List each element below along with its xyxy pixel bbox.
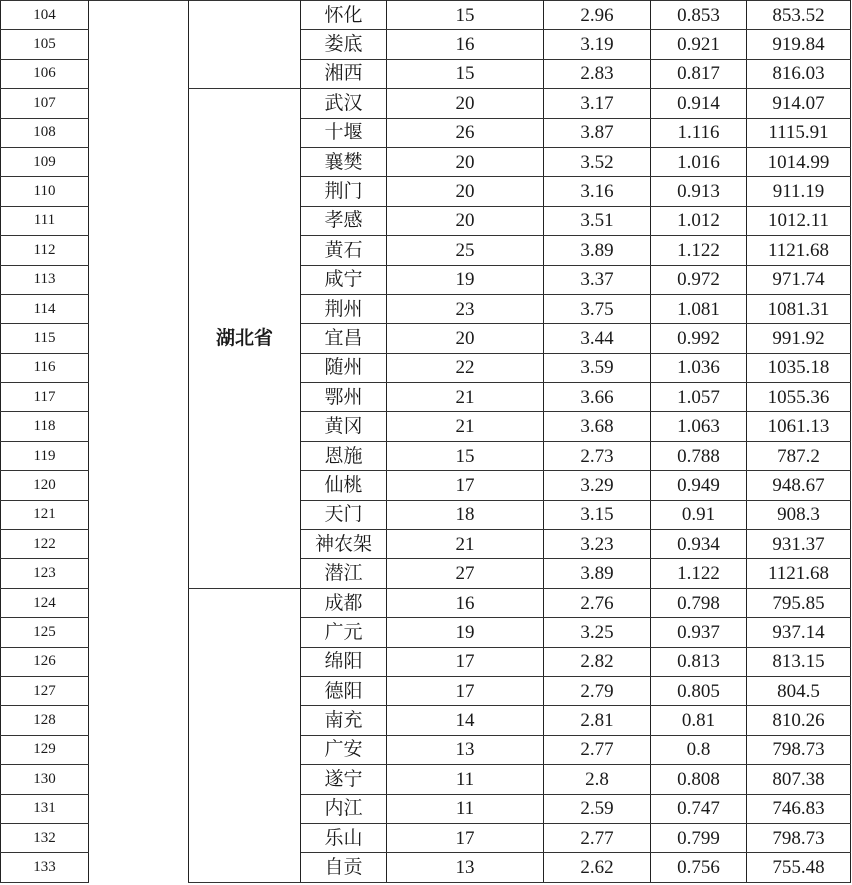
- value3-cell: 0.91: [651, 500, 747, 529]
- value4-cell: 937.14: [747, 618, 851, 647]
- row-index-cell: 121: [1, 500, 89, 529]
- value3-cell: 0.921: [651, 30, 747, 59]
- table-row: [1, 89, 851, 118]
- value3-cell: 0.972: [651, 265, 747, 294]
- table-row: [1, 706, 851, 735]
- spacer-cell: [89, 765, 189, 794]
- city-cell: 南充: [301, 706, 387, 735]
- value4-cell: 804.5: [747, 676, 851, 705]
- value3-cell: 0.853: [651, 1, 747, 30]
- value1-cell: 21: [387, 412, 544, 441]
- table-row: [1, 765, 851, 794]
- value2-cell: 3.51: [544, 206, 651, 235]
- value3-cell: 0.81: [651, 706, 747, 735]
- value4-cell: 1061.13: [747, 412, 851, 441]
- value3-cell: 0.8: [651, 735, 747, 764]
- city-cell: 德阳: [301, 676, 387, 705]
- value4-cell: 911.19: [747, 177, 851, 206]
- row-index-cell: 126: [1, 647, 89, 676]
- value1-cell: 26: [387, 118, 544, 147]
- value4-cell: 1012.11: [747, 206, 851, 235]
- row-index-cell: 123: [1, 559, 89, 588]
- value3-cell: 0.817: [651, 59, 747, 88]
- spacer-cell: [89, 353, 189, 382]
- value3-cell: 0.913: [651, 177, 747, 206]
- row-index-cell: 119: [1, 441, 89, 470]
- value3-cell: 0.813: [651, 647, 747, 676]
- value2-cell: 3.23: [544, 530, 651, 559]
- value3-cell: 1.081: [651, 294, 747, 323]
- city-cell: 神农架: [301, 530, 387, 559]
- value2-cell: 3.52: [544, 147, 651, 176]
- table-row: [1, 412, 851, 441]
- row-index-cell: 115: [1, 324, 89, 353]
- value3-cell: 1.063: [651, 412, 747, 441]
- row-index-cell: 125: [1, 618, 89, 647]
- value1-cell: 20: [387, 206, 544, 235]
- table-row: [1, 735, 851, 764]
- row-index-cell: 120: [1, 471, 89, 500]
- table-row: [1, 324, 851, 353]
- value1-cell: 19: [387, 265, 544, 294]
- city-cell: 自贡: [301, 853, 387, 882]
- city-cell: 宜昌: [301, 324, 387, 353]
- row-index-cell: 127: [1, 676, 89, 705]
- value4-cell: 1115.91: [747, 118, 851, 147]
- value2-cell: 2.82: [544, 647, 651, 676]
- city-cell: 鄂州: [301, 383, 387, 412]
- value1-cell: 27: [387, 559, 544, 588]
- value4-cell: 1121.68: [747, 559, 851, 588]
- table-row: [1, 265, 851, 294]
- value3-cell: 0.937: [651, 618, 747, 647]
- city-cell: 武汉: [301, 89, 387, 118]
- value4-cell: 908.3: [747, 500, 851, 529]
- value2-cell: 2.73: [544, 441, 651, 470]
- value3-cell: 0.914: [651, 89, 747, 118]
- value4-cell: 1121.68: [747, 236, 851, 265]
- spacer-cell: [89, 412, 189, 441]
- row-index-cell: 106: [1, 59, 89, 88]
- row-index-cell: 117: [1, 383, 89, 412]
- row-index-cell: 109: [1, 147, 89, 176]
- value2-cell: 2.76: [544, 588, 651, 617]
- value4-cell: 1035.18: [747, 353, 851, 382]
- value4-cell: 991.92: [747, 324, 851, 353]
- spacer-cell: [89, 735, 189, 764]
- value2-cell: 3.87: [544, 118, 651, 147]
- value1-cell: 20: [387, 324, 544, 353]
- value4-cell: 914.07: [747, 89, 851, 118]
- value3-cell: 0.808: [651, 765, 747, 794]
- value1-cell: 14: [387, 706, 544, 735]
- spacer-cell: [89, 794, 189, 823]
- value1-cell: 15: [387, 1, 544, 30]
- value4-cell: 948.67: [747, 471, 851, 500]
- value2-cell: 3.17: [544, 89, 651, 118]
- value1-cell: 20: [387, 177, 544, 206]
- value4-cell: 853.52: [747, 1, 851, 30]
- city-cell: 天门: [301, 500, 387, 529]
- value4-cell: 746.83: [747, 794, 851, 823]
- table-row: [1, 353, 851, 382]
- value1-cell: 17: [387, 676, 544, 705]
- value4-cell: 787.2: [747, 441, 851, 470]
- spacer-cell: [89, 118, 189, 147]
- value1-cell: 11: [387, 765, 544, 794]
- value1-cell: 15: [387, 441, 544, 470]
- city-cell: 荆门: [301, 177, 387, 206]
- value2-cell: 2.96: [544, 1, 651, 30]
- table-row: [1, 647, 851, 676]
- spacer-cell: [89, 324, 189, 353]
- value3-cell: 1.012: [651, 206, 747, 235]
- value3-cell: 0.934: [651, 530, 747, 559]
- table-row: [1, 177, 851, 206]
- value1-cell: 18: [387, 500, 544, 529]
- value2-cell: 3.75: [544, 294, 651, 323]
- row-index-cell: 116: [1, 353, 89, 382]
- province-cell: 湖北省: [189, 89, 301, 589]
- value2-cell: 3.89: [544, 559, 651, 588]
- value2-cell: 3.19: [544, 30, 651, 59]
- row-index-cell: 131: [1, 794, 89, 823]
- value2-cell: 3.29: [544, 471, 651, 500]
- spacer-cell: [89, 89, 189, 118]
- value2-cell: 3.59: [544, 353, 651, 382]
- spacer-cell: [89, 471, 189, 500]
- city-cell: 湘西: [301, 59, 387, 88]
- value4-cell: 1081.31: [747, 294, 851, 323]
- value3-cell: 0.756: [651, 853, 747, 882]
- value1-cell: 20: [387, 147, 544, 176]
- value2-cell: 3.66: [544, 383, 651, 412]
- value3-cell: 0.788: [651, 441, 747, 470]
- spacer-cell: [89, 647, 189, 676]
- city-cell: 襄樊: [301, 147, 387, 176]
- value3-cell: 0.798: [651, 588, 747, 617]
- table-row: [1, 588, 851, 617]
- value1-cell: 17: [387, 823, 544, 852]
- value1-cell: 19: [387, 618, 544, 647]
- city-cell: 绵阳: [301, 647, 387, 676]
- value4-cell: 1055.36: [747, 383, 851, 412]
- city-cell: 十堰: [301, 118, 387, 147]
- value1-cell: 21: [387, 530, 544, 559]
- value3-cell: 1.122: [651, 236, 747, 265]
- value2-cell: 3.68: [544, 412, 651, 441]
- spacer-cell: [89, 441, 189, 470]
- value2-cell: 2.79: [544, 676, 651, 705]
- value2-cell: 2.62: [544, 853, 651, 882]
- value2-cell: 3.25: [544, 618, 651, 647]
- table-row: [1, 383, 851, 412]
- value4-cell: 1014.99: [747, 147, 851, 176]
- value3-cell: 0.799: [651, 823, 747, 852]
- row-index-cell: 113: [1, 265, 89, 294]
- value2-cell: 2.77: [544, 735, 651, 764]
- city-cell: 荆州: [301, 294, 387, 323]
- value4-cell: 798.73: [747, 735, 851, 764]
- city-cell: 乐山: [301, 823, 387, 852]
- city-cell: 广安: [301, 735, 387, 764]
- value4-cell: 931.37: [747, 530, 851, 559]
- spacer-cell: [89, 588, 189, 617]
- spacer-cell: [89, 676, 189, 705]
- value4-cell: 798.73: [747, 823, 851, 852]
- value4-cell: 919.84: [747, 30, 851, 59]
- spacer-cell: [89, 59, 189, 88]
- value3-cell: 0.805: [651, 676, 747, 705]
- value2-cell: 3.37: [544, 265, 651, 294]
- value1-cell: 17: [387, 471, 544, 500]
- value2-cell: 3.89: [544, 236, 651, 265]
- value1-cell: 22: [387, 353, 544, 382]
- value4-cell: 807.38: [747, 765, 851, 794]
- table-row: [1, 471, 851, 500]
- value1-cell: 25: [387, 236, 544, 265]
- spacer-cell: [89, 500, 189, 529]
- value3-cell: 1.016: [651, 147, 747, 176]
- city-cell: 仙桃: [301, 471, 387, 500]
- table-row: [1, 294, 851, 323]
- city-cell: 黄石: [301, 236, 387, 265]
- table-row: [1, 1, 851, 30]
- value3-cell: 1.036: [651, 353, 747, 382]
- value4-cell: 795.85: [747, 588, 851, 617]
- table-row: [1, 59, 851, 88]
- value1-cell: 23: [387, 294, 544, 323]
- value4-cell: 813.15: [747, 647, 851, 676]
- row-index-cell: 118: [1, 412, 89, 441]
- row-index-cell: 133: [1, 853, 89, 882]
- row-index-cell: 124: [1, 588, 89, 617]
- table-row: [1, 794, 851, 823]
- table-row: [1, 530, 851, 559]
- value1-cell: 11: [387, 794, 544, 823]
- spacer-cell: [89, 294, 189, 323]
- city-cell: 怀化: [301, 1, 387, 30]
- table-row: [1, 853, 851, 882]
- value2-cell: 2.59: [544, 794, 651, 823]
- value2-cell: 2.83: [544, 59, 651, 88]
- value1-cell: 17: [387, 647, 544, 676]
- value4-cell: 816.03: [747, 59, 851, 88]
- value3-cell: 0.992: [651, 324, 747, 353]
- value4-cell: 810.26: [747, 706, 851, 735]
- city-cell: 广元: [301, 618, 387, 647]
- row-index-cell: 114: [1, 294, 89, 323]
- value2-cell: 2.8: [544, 765, 651, 794]
- city-cell: 恩施: [301, 441, 387, 470]
- row-index-cell: 111: [1, 206, 89, 235]
- row-index-cell: 105: [1, 30, 89, 59]
- table-row: [1, 500, 851, 529]
- value3-cell: 0.747: [651, 794, 747, 823]
- table-row: [1, 147, 851, 176]
- spacer-cell: [89, 530, 189, 559]
- spacer-cell: [89, 618, 189, 647]
- spacer-cell: [89, 706, 189, 735]
- value2-cell: 2.77: [544, 823, 651, 852]
- table-row: [1, 676, 851, 705]
- city-cell: 成都: [301, 588, 387, 617]
- value1-cell: 21: [387, 383, 544, 412]
- value2-cell: 3.16: [544, 177, 651, 206]
- value4-cell: 755.48: [747, 853, 851, 882]
- row-index-cell: 108: [1, 118, 89, 147]
- row-index-cell: 130: [1, 765, 89, 794]
- table-row: [1, 618, 851, 647]
- value1-cell: 13: [387, 735, 544, 764]
- city-cell: 内江: [301, 794, 387, 823]
- spacer-cell: [89, 265, 189, 294]
- table-row: [1, 206, 851, 235]
- value1-cell: 15: [387, 59, 544, 88]
- spacer-cell: [89, 147, 189, 176]
- province-cell: [189, 588, 301, 882]
- spacer-cell: [89, 30, 189, 59]
- spacer-cell: [89, 383, 189, 412]
- city-cell: 咸宁: [301, 265, 387, 294]
- value3-cell: 1.116: [651, 118, 747, 147]
- row-index-cell: 129: [1, 735, 89, 764]
- value3-cell: 0.949: [651, 471, 747, 500]
- value3-cell: 1.122: [651, 559, 747, 588]
- row-index-cell: 112: [1, 236, 89, 265]
- value3-cell: 1.057: [651, 383, 747, 412]
- table-row: [1, 823, 851, 852]
- spacer-cell: [89, 559, 189, 588]
- table-row: [1, 30, 851, 59]
- row-index-cell: 128: [1, 706, 89, 735]
- value4-cell: 971.74: [747, 265, 851, 294]
- city-cell: 黄冈: [301, 412, 387, 441]
- city-cell: 随州: [301, 353, 387, 382]
- value2-cell: 3.44: [544, 324, 651, 353]
- row-index-cell: 122: [1, 530, 89, 559]
- table-row: [1, 441, 851, 470]
- value1-cell: 16: [387, 30, 544, 59]
- table-row: [1, 236, 851, 265]
- city-cell: 娄底: [301, 30, 387, 59]
- spacer-cell: [89, 177, 189, 206]
- value1-cell: 20: [387, 89, 544, 118]
- value2-cell: 2.81: [544, 706, 651, 735]
- city-cell: 孝感: [301, 206, 387, 235]
- row-index-cell: 107: [1, 89, 89, 118]
- spacer-cell: [89, 236, 189, 265]
- city-cell: 潜江: [301, 559, 387, 588]
- spacer-cell: [89, 823, 189, 852]
- spacer-cell: [89, 1, 189, 30]
- row-index-cell: 132: [1, 823, 89, 852]
- table-row: [1, 559, 851, 588]
- spacer-cell: [89, 853, 189, 882]
- value1-cell: 13: [387, 853, 544, 882]
- province-cell: [189, 1, 301, 89]
- table-row: [1, 118, 851, 147]
- value1-cell: 16: [387, 588, 544, 617]
- spacer-cell: [89, 206, 189, 235]
- city-cell: 遂宁: [301, 765, 387, 794]
- row-index-cell: 110: [1, 177, 89, 206]
- row-index-cell: 104: [1, 1, 89, 30]
- table-body: [1, 1, 851, 883]
- value2-cell: 3.15: [544, 500, 651, 529]
